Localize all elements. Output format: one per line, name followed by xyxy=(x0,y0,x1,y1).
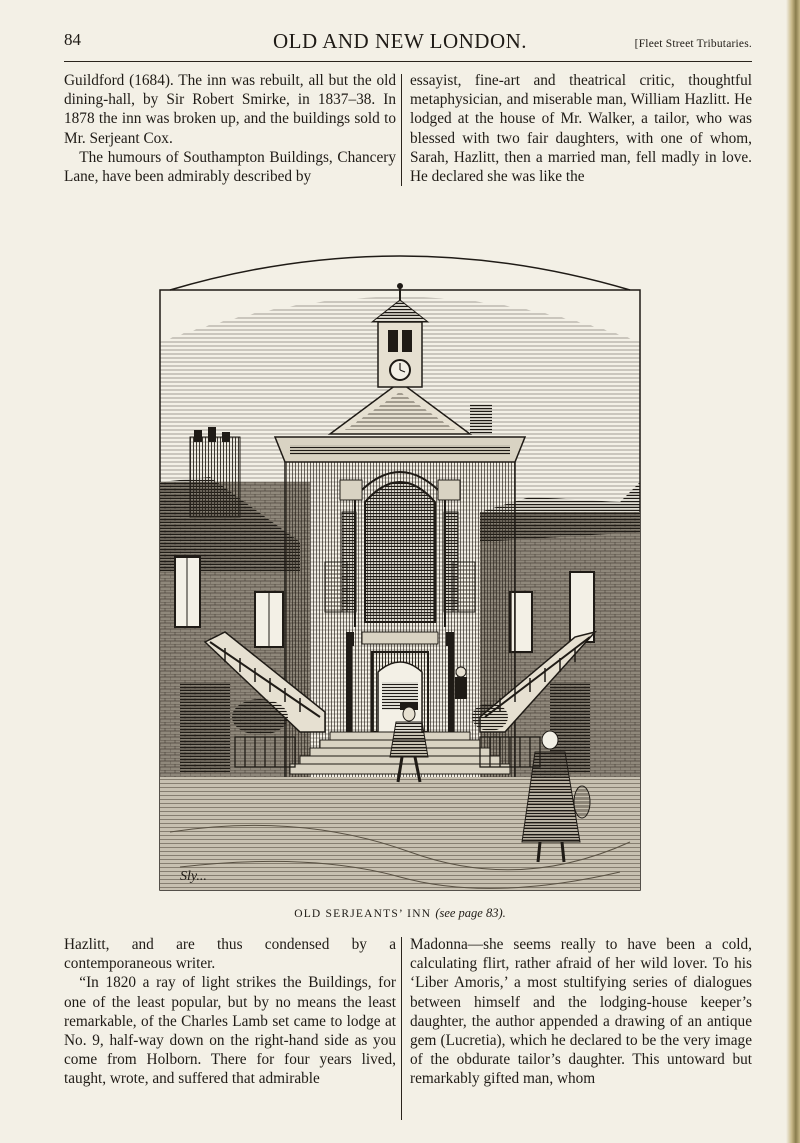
paragraph: Guildford (1684). The inn was rebuilt, all but the old dining-hall, by Sir Robert Smirke, in 1837–38. In 1878 the inn was broken up, and the buildings sold to Mr. Serjeant Cox. xyxy=(64,72,396,147)
running-title: OLD AND NEW LONDON. xyxy=(272,29,528,53)
paragraph: Madonna—she seems really to have been a cold, calculating flirt, rather afraid of her wild lover. To his ‘Liber Amoris,’ a most stultifying series of dialogues between himself and the lodging-house keeper’s daughter, the author appended a drawing of an antique gem (Lucretia), which he declared to be the very image of the obdurate tailor’s daughter. This untoward but remarkably gifted man, whom xyxy=(410,936,752,1088)
page-edge-shadow xyxy=(786,0,800,1143)
text-column-top-right xyxy=(410,71,752,186)
illustration-caption xyxy=(0,906,800,921)
paragraph: The humours of Southampton Buildings, Chancery Lane, have been admirably described by xyxy=(64,148,396,186)
caption-page-reference: (see page 83). xyxy=(435,906,506,920)
column-divider xyxy=(401,74,402,186)
header-rule xyxy=(64,61,752,62)
paragraph: essayist, fine-art and theatrical critic, thoughtful metaphysician, and miserable man, William Hazlitt. He lodged at the house of Mr. Walker, a tailor, who was blessed with two fair daughters, with one of whom, Sarah, Hazlitt, then a married man, fell madly in love. He declared she was like the xyxy=(410,72,752,186)
column-divider xyxy=(401,937,402,1120)
section-reference: [Fleet Street Tributaries. xyxy=(634,38,752,50)
caption-main: OLD SERJEANTS’ INN xyxy=(294,908,432,920)
paragraph: Hazlitt, and are thus condensed by a contemporaneous writer. xyxy=(64,936,396,973)
engraving-old-serjeants-inn xyxy=(150,212,650,902)
text-column-bottom-right xyxy=(410,935,752,1089)
artist-signature: Sly... xyxy=(180,869,207,884)
paragraph: “In 1820 a ray of light strikes the Buildings, for one of the least popular, but by no means the least remarkable, of the Charles Lamb set came to lodge at No. 9, half-way down on the right-hand side as you come from Holborn. There for four years lived, taught, wrote, and suffered that admirable xyxy=(64,974,396,1088)
page-header xyxy=(0,0,800,70)
page-number: 84 xyxy=(64,30,81,49)
text-column-bottom-left xyxy=(64,935,396,1089)
text-column-top-left xyxy=(64,71,396,186)
